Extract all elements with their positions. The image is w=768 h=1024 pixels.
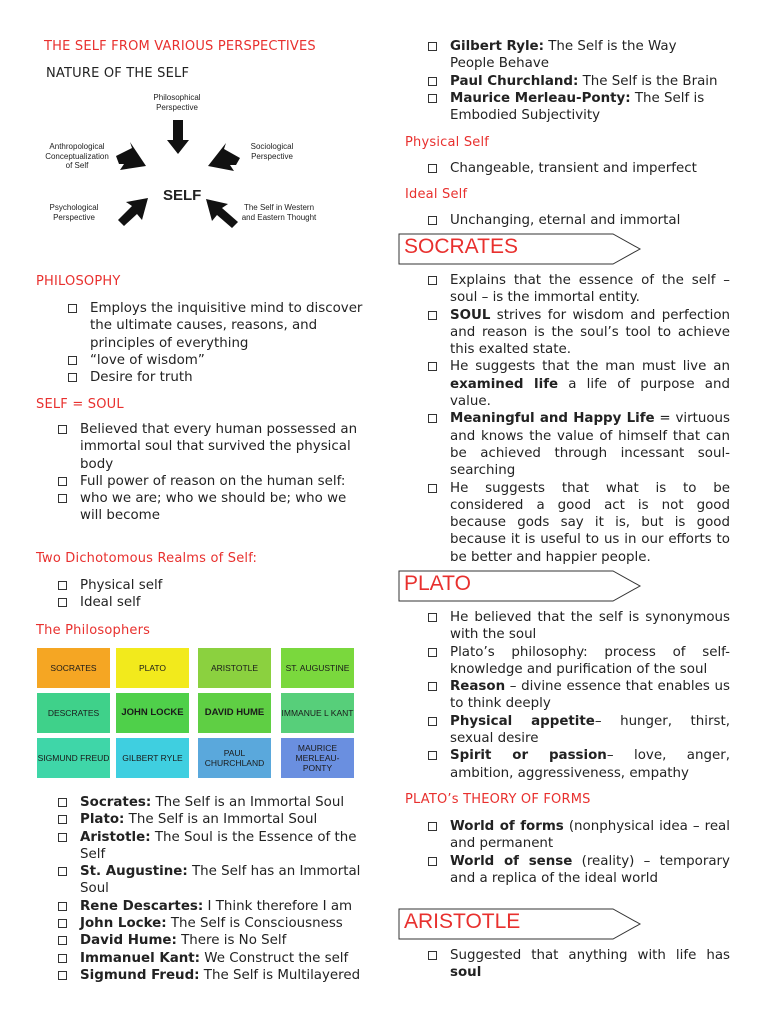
philosophers-grid [36, 646, 360, 782]
list-item: John Locke: The Self is Consciousness [58, 915, 364, 932]
list-item: Ideal self [58, 594, 338, 611]
aristotle-banner [398, 908, 642, 940]
aristotle-list [428, 947, 730, 982]
checkbox-icon [428, 751, 437, 760]
diagram-label-philosophical: Philosophical Perspective [153, 93, 201, 112]
list-item: He suggests that the man must live an examined life a life of purpose and value. [428, 358, 730, 410]
list-item: Reason – divine essence that enables us to think deeply [428, 678, 730, 713]
grid-cell-ryle: GILBERT RYLE [116, 738, 189, 778]
checkbox-icon [68, 356, 77, 365]
checkbox-icon [58, 954, 67, 963]
checkbox-icon [428, 857, 437, 866]
checkbox-icon [428, 216, 437, 225]
list-item: Suggested that anything with life has soul [428, 947, 730, 982]
theory-of-forms-list [428, 818, 730, 887]
list-item: Explains that the essence of the self – soul – is the immortal entity. [428, 272, 730, 307]
list-item: Unchanging, eternal and immortal [428, 212, 738, 229]
grid-cell-plato: PLATO [116, 648, 189, 688]
checkbox-icon [428, 951, 437, 960]
philosophy-list [68, 300, 368, 386]
grid-cell-freud: SIGMUND FREUD [37, 738, 110, 778]
checkbox-icon [428, 94, 437, 103]
socrates-list [428, 272, 730, 566]
list-item: World of sense (reality) – temporary and a replica of the ideal world [428, 853, 730, 888]
list-item: Changeable, transient and imperfect [428, 160, 738, 177]
checkbox-icon [58, 425, 67, 434]
list-item: Desire for truth [68, 369, 368, 386]
arrow-left-icon [208, 143, 240, 171]
checkbox-icon [428, 717, 437, 726]
checkbox-icon [428, 822, 437, 831]
checkbox-icon [58, 477, 67, 486]
checkbox-icon [58, 833, 67, 842]
checkbox-icon [58, 902, 67, 911]
list-item: Plato: The Self is an Immortal Soul [58, 811, 364, 828]
grid-cell-churchland: PAUL CHURCHLAND [198, 738, 271, 778]
plato-banner-label: PLATO [404, 572, 471, 595]
checkbox-icon [68, 304, 77, 313]
list-item: Spirit or passion– love, anger, ambition, aggressiveness, empathy [428, 747, 730, 782]
list-item: He believed that the self is synonymous with the soul [428, 609, 730, 644]
list-item: who we are; who we should be; who we will become [58, 490, 362, 525]
plato-list [428, 609, 730, 782]
grid-cell-locke: JOHN LOCKE [116, 693, 189, 733]
page-title: THE SELF FROM VARIOUS PERSPECTIVES [44, 39, 316, 54]
physical-self-list [428, 160, 738, 177]
list-item: Physical appetite– hunger, thirst, sexual desire [428, 713, 730, 748]
list-item: Paul Churchland: The Self is the Brain [428, 73, 718, 90]
checkbox-icon [428, 414, 437, 423]
checkbox-icon [428, 484, 437, 493]
list-item: Plato’s philosophy: process of self-knowledge and purification of the soul [428, 644, 730, 679]
grid-cell-hume: DAVID HUME [198, 693, 271, 733]
list-item: Full power of reason on the human self: [58, 473, 362, 490]
checkbox-icon [58, 971, 67, 980]
checkbox-icon [428, 164, 437, 173]
checkbox-icon [428, 682, 437, 691]
physical-self-heading: Physical Self [405, 135, 490, 150]
philosophy-heading: PHILOSOPHY [36, 274, 121, 289]
self-soul-heading: SELF = SOUL [36, 397, 124, 412]
grid-cell-descartes: DESCRATES [37, 693, 110, 733]
checkbox-icon [58, 919, 67, 928]
list-item: Gilbert Ryle: The Self is the Way People Behave [428, 38, 718, 73]
diagram-arrows [36, 86, 336, 246]
checkbox-icon [428, 648, 437, 657]
list-item: Socrates: The Self is an Immortal Soul [58, 794, 364, 811]
arrow-up-left-icon [206, 199, 238, 228]
list-item: St. Augustine: The Self has an Immortal Soul [58, 863, 364, 898]
arrow-down-icon [167, 120, 189, 154]
nature-heading: NATURE OF THE SELF [46, 66, 190, 81]
list-item: He suggests that what is to be considered a good act is not good because gods say it is, but is good because it is useful to us in our efforts to be better and happier people. [428, 480, 730, 566]
arrow-up-right-icon [118, 198, 148, 226]
checkbox-icon [428, 311, 437, 320]
checkbox-icon [428, 77, 437, 86]
list-item: Physical self [58, 577, 338, 594]
socrates-banner-label: SOCRATES [404, 235, 518, 258]
checkbox-icon [428, 362, 437, 371]
checkbox-icon [68, 373, 77, 382]
list-item: David Hume: There is No Self [58, 932, 364, 949]
list-item: World of forms (nonphysical idea – real and permanent [428, 818, 730, 853]
checkbox-icon [428, 276, 437, 285]
checkbox-icon [58, 815, 67, 824]
aristotle-banner-label: ARISTOTLE [404, 910, 521, 933]
checkbox-icon [428, 613, 437, 622]
grid-cell-aristotle: ARISTOTLE [198, 648, 271, 688]
diagram-label-anthropological: Anthropological Conceptualization of Self [45, 142, 109, 170]
diagram-center-label: SELF [163, 187, 202, 204]
checkbox-icon [58, 581, 67, 590]
philosophers-heading: The Philosophers [36, 623, 151, 638]
checkbox-icon [58, 598, 67, 607]
self-soul-list [58, 421, 362, 525]
list-item: Maurice Merleau-Ponty: The Self is Embodied Subjectivity [428, 90, 718, 125]
theory-of-forms-heading: PLATO’s THEORY OF FORMS [405, 792, 591, 807]
checkbox-icon [58, 936, 67, 945]
diagram-label-psychological: Psychological Perspective [49, 203, 99, 222]
realms-heading: Two Dichotomous Realms of Self: [36, 551, 258, 566]
list-item: Meaningful and Happy Life = virtuous and knows the value of himself that can be achieved through incessant soul- searching [428, 410, 730, 479]
realms-list [58, 577, 338, 612]
list-item: Rene Descartes: I Think therefore I am [58, 898, 364, 915]
checkbox-icon [58, 494, 67, 503]
list-item: Sigmund Freud: The Self is Multilayered [58, 967, 364, 984]
checkbox-icon [428, 42, 437, 51]
grid-cell-augustine: ST. AUGUSTINE [281, 648, 354, 688]
list-item: Believed that every human possessed an immortal soul that survived the physical body [58, 421, 362, 473]
claims-list-left [58, 794, 364, 984]
list-item: SOUL strives for wisdom and perfection and reason is the soul’s tool to achieve this exalted state. [428, 307, 730, 359]
ideal-self-heading: Ideal Self [405, 187, 468, 202]
claims-list-right [428, 38, 718, 124]
checkbox-icon [58, 867, 67, 876]
list-item: “love of wisdom” [68, 352, 368, 369]
list-item: Immanuel Kant: We Construct the self [58, 950, 364, 967]
ideal-self-list [428, 212, 738, 229]
self-diagram [36, 86, 336, 246]
plato-banner [398, 570, 642, 602]
grid-cell-kant: IMMANUE L KANT [281, 693, 354, 733]
grid-cell-socrates: SOCRATES [37, 648, 110, 688]
grid-cell-merleau-ponty: MAURICE MERLEAU-PONTY [281, 738, 354, 778]
arrow-right-icon [116, 142, 146, 170]
diagram-label-western-eastern: The Self in Western and Eastern Thought [241, 203, 317, 222]
checkbox-icon [58, 798, 67, 807]
diagram-label-sociological: Sociological Perspective [250, 142, 294, 161]
list-item: Aristotle: The Soul is the Essence of the Self [58, 829, 364, 864]
list-item: Employs the inquisitive mind to discover the ultimate causes, reasons, and principles of everything [68, 300, 368, 352]
socrates-banner [398, 233, 642, 265]
